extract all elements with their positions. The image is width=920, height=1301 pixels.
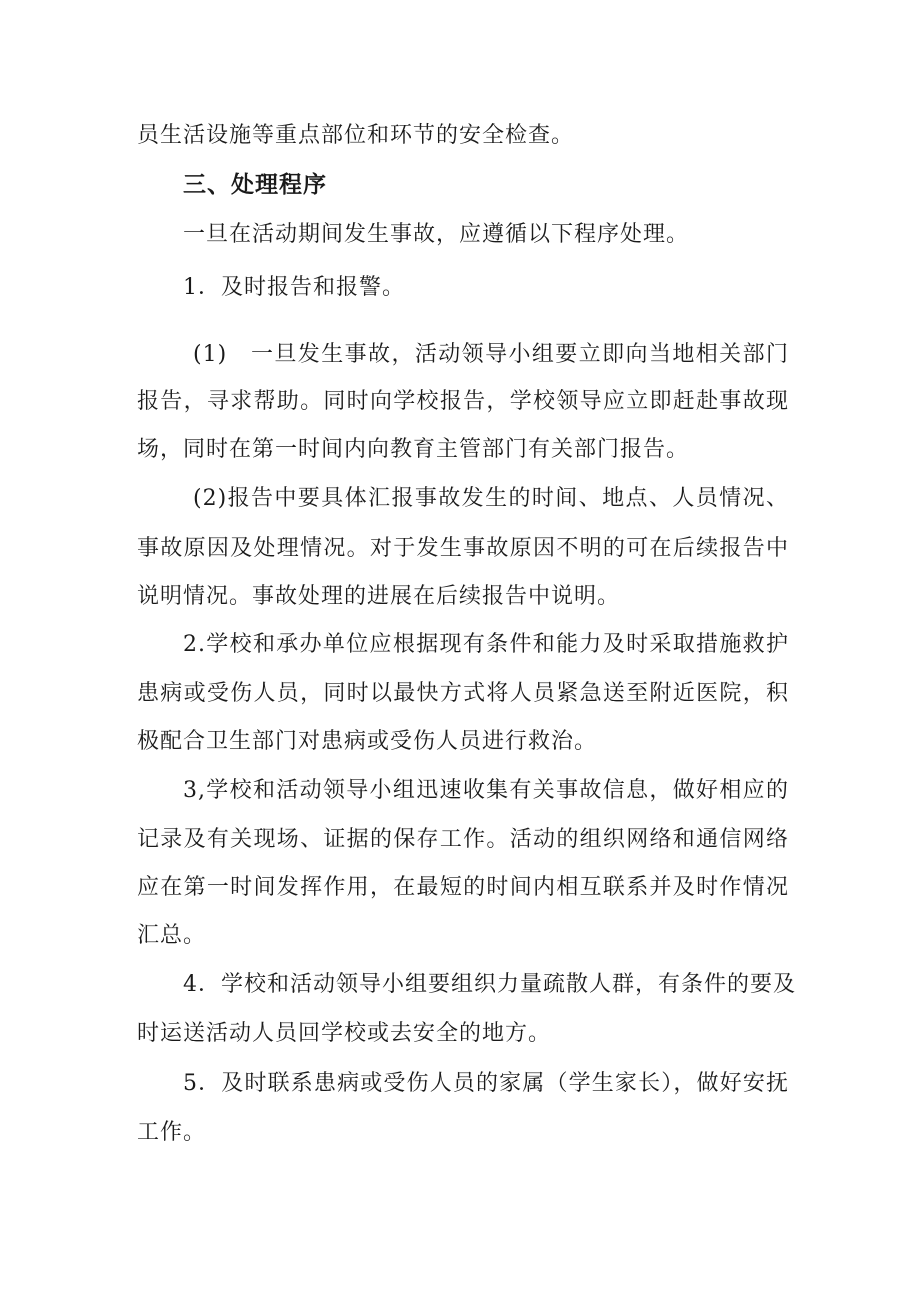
paragraph-line: 2.学校和承办单位应根据现有条件和能力及时采取措施救护 xyxy=(183,632,789,657)
paragraph-line: 汇总。 xyxy=(137,923,207,948)
paragraph-line: (1) 一旦发生事故，活动领导小组要立即向当地相关部门 xyxy=(193,342,789,367)
section-heading: 三、处理程序 xyxy=(183,172,327,198)
paragraph-line: 报告，寻求帮助。同时向学校报告，学校领导应立即赶赴事故现 xyxy=(137,389,789,414)
paragraph-line: 一旦在活动期间发生事故，应遵循以下程序处理。 xyxy=(183,222,690,247)
paragraph-line: 患病或受伤人员，同时以最快方式将人员紧急送至附近医院，积 xyxy=(137,681,789,706)
paragraph-line: 应在第一时间发挥作用，在最短的时间内相互联系并及时作情况 xyxy=(137,875,789,900)
paragraph-line: 3,学校和活动领导小组迅速收集有关事故信息，做好相应的 xyxy=(183,778,789,803)
paragraph-line: 极配合卫生部门对患病或受伤人员进行救治。 xyxy=(137,729,598,754)
paragraph-line: 时运送活动人员回学校或去安全的地方。 xyxy=(137,1021,552,1046)
paragraph-line: 4．学校和活动领导小组要组织力量疏散人群，有条件的要及 xyxy=(183,972,796,997)
paragraph-line: 1．及时报告和报警。 xyxy=(183,275,405,300)
paragraph-line: 5．及时联系患病或受伤人员的家属（学生家长），做好安抚 xyxy=(183,1071,789,1096)
paragraph-line: 员生活设施等重点部位和环节的安全检查。 xyxy=(137,123,575,148)
paragraph-line: 记录及有关现场、证据的保存工作。活动的组织网络和通信网络 xyxy=(137,827,789,852)
paragraph-line: 说明情况。事故处理的进展在后续报告中说明。 xyxy=(137,584,621,609)
paragraph-line: 场，同时在第一时间内向教育主管部门有关部门报告。 xyxy=(137,437,690,462)
paragraph-line: (2)报告中要具体汇报事故发生的时间、地点、人员情况、 xyxy=(193,486,789,511)
paragraph-line: 事故原因及处理情况。对于发生事故原因不明的可在后续报告中 xyxy=(137,536,789,561)
paragraph-line: 工作。 xyxy=(137,1120,207,1145)
